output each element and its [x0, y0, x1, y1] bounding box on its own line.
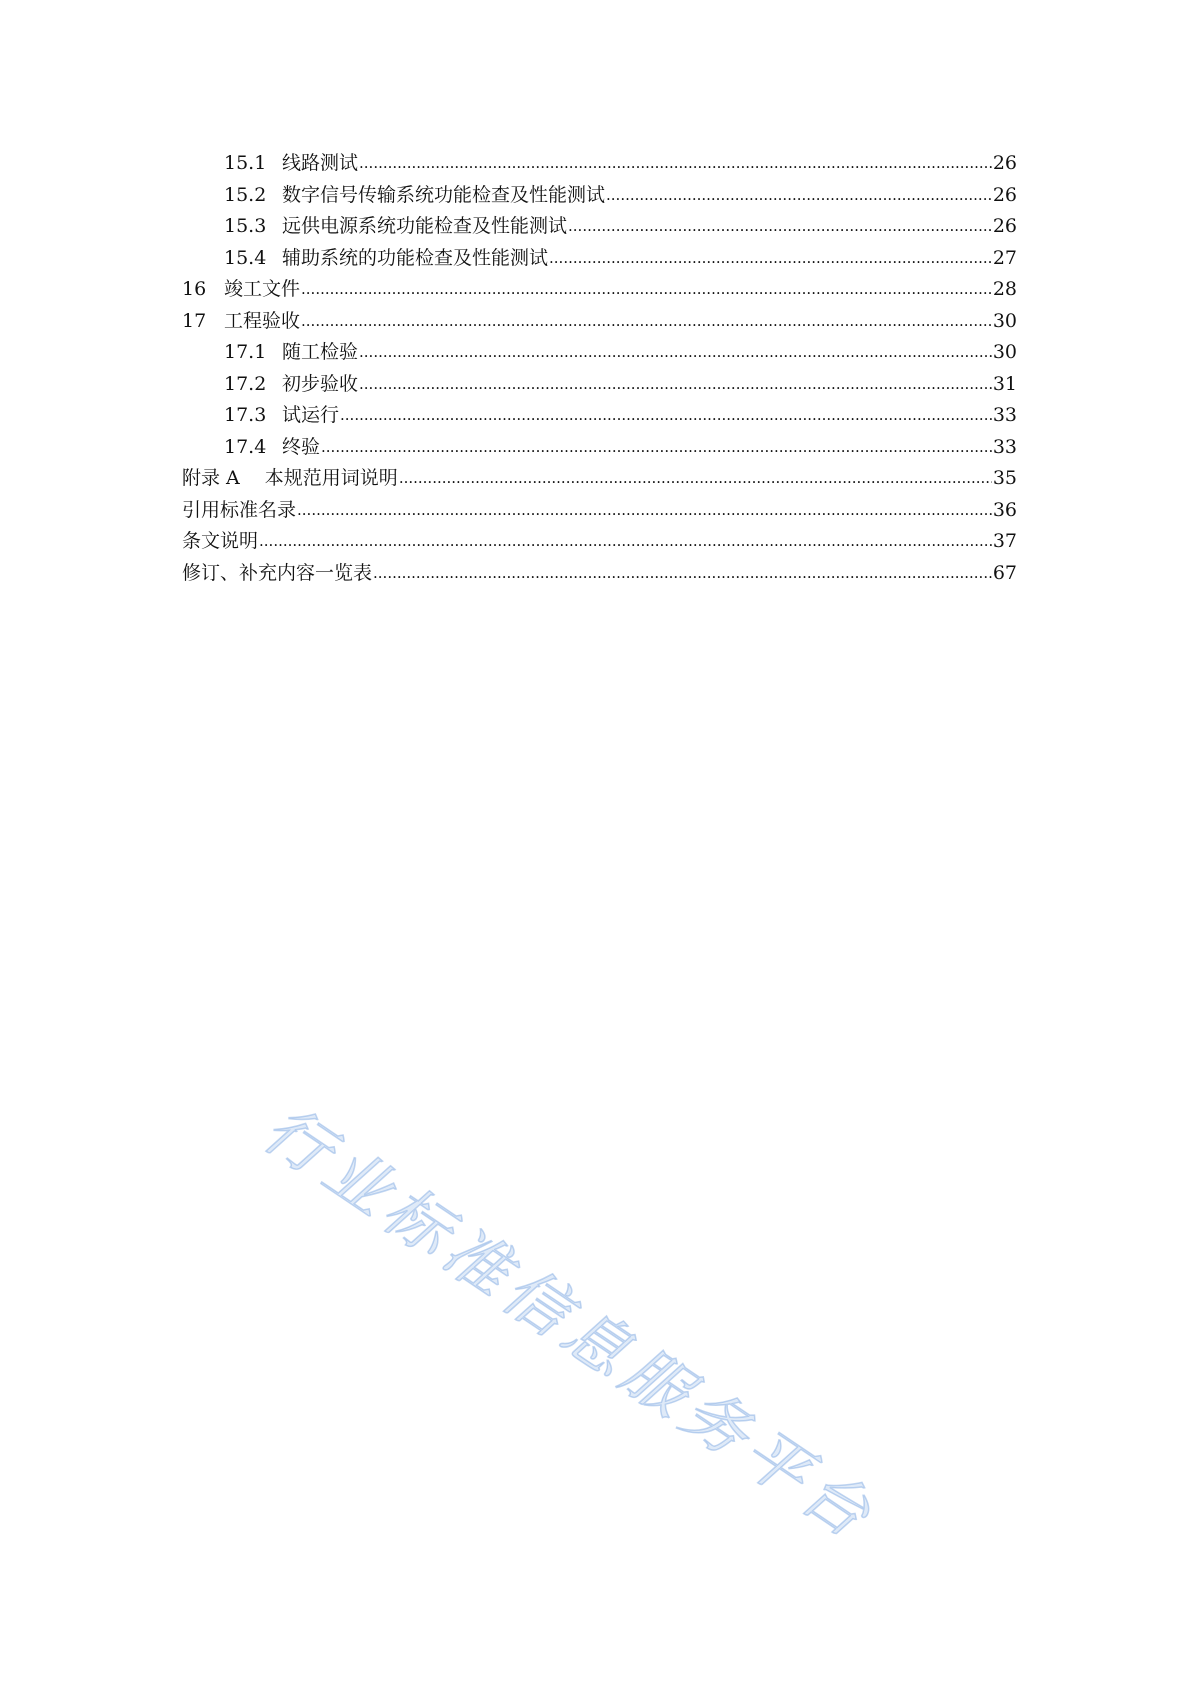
- toc-entry-number: 17.3: [224, 404, 267, 426]
- toc-dot-leader: [568, 210, 992, 243]
- toc-dot-leader: [606, 179, 992, 212]
- toc-dot-leader: [321, 431, 992, 464]
- toc-entry-page: 33: [992, 435, 1017, 458]
- toc-dot-leader: [359, 368, 992, 401]
- toc-dot-leader: [301, 273, 992, 306]
- toc-entry-page: 30: [992, 309, 1017, 332]
- toc-entry-page: 26: [992, 215, 1017, 237]
- toc-entry-title: 数字信号传输系统功能检查及性能测试: [282, 183, 606, 206]
- toc-dot-leader: [359, 336, 992, 369]
- toc-entry-title: 修订、补充内容一览表: [182, 561, 373, 584]
- toc-entry-number: 15.2: [224, 183, 267, 206]
- toc-entry-title: 竣工文件: [224, 278, 301, 300]
- toc-entry-title: 随工检验: [282, 341, 359, 363]
- toc-entry-referenced-standards[interactable]: [182, 495, 1017, 527]
- table-of-contents: [182, 148, 1017, 589]
- toc-entry-page: 31: [992, 372, 1017, 395]
- toc-entry-page: 28: [992, 278, 1017, 300]
- toc-dot-leader: [373, 557, 992, 590]
- watermark: 行业标准信息服务平台: [250, 1092, 889, 1557]
- toc-entry-number: 17.1: [224, 341, 267, 363]
- toc-entry-number: 15.4: [224, 246, 267, 269]
- toc-entry-page: 33: [992, 404, 1017, 426]
- toc-entry-appendix-a[interactable]: [182, 463, 1017, 495]
- toc-entry-number: 17.2: [224, 372, 267, 395]
- toc-dot-leader: [301, 305, 992, 338]
- toc-entry-15-1[interactable]: [182, 148, 1017, 180]
- toc-entry-17-3[interactable]: [182, 400, 1017, 432]
- toc-entry-page: 37: [992, 530, 1017, 552]
- toc-entry-15-2[interactable]: [182, 180, 1017, 212]
- toc-dot-leader: [340, 399, 992, 432]
- toc-entry-page: 27: [992, 246, 1017, 269]
- toc-entry-title: 引用标准名录: [182, 498, 297, 521]
- toc-entry-title: 初步验收: [282, 372, 359, 395]
- toc-dot-leader: [399, 462, 992, 495]
- toc-entry-15-4[interactable]: [182, 243, 1017, 275]
- toc-entry-title: 条文说明: [182, 530, 259, 552]
- toc-entry-page: 26: [992, 152, 1017, 174]
- toc-entry-title: 试运行: [282, 404, 340, 426]
- toc-dot-leader: [359, 147, 992, 180]
- toc-entry-page: 67: [992, 561, 1017, 584]
- toc-dot-leader: [549, 242, 992, 275]
- toc-entry-number: 17: [182, 309, 207, 332]
- toc-entry-page: 35: [992, 467, 1017, 489]
- toc-entry-number: 17.4: [224, 435, 267, 458]
- toc-entry-17-1[interactable]: [182, 337, 1017, 369]
- toc-dot-leader: [297, 494, 992, 527]
- toc-entry-number: 15.3: [224, 215, 267, 237]
- toc-entry-15-3[interactable]: [182, 211, 1017, 243]
- toc-entry-title: 附录 A 本规范用词说明: [182, 467, 398, 489]
- toc-entry-number: 16: [182, 278, 207, 300]
- toc-entry-number: 15.1: [224, 152, 267, 174]
- toc-entry-17-4[interactable]: [182, 432, 1017, 464]
- toc-entry-title: 终验: [282, 435, 321, 458]
- toc-entry-title: 辅助系统的功能检查及性能测试: [282, 246, 549, 269]
- toc-dot-leader: [259, 525, 992, 558]
- toc-entry-explanation[interactable]: [182, 526, 1017, 558]
- toc-entry-17-2[interactable]: [182, 369, 1017, 401]
- toc-entry-title: 远供电源系统功能检查及性能测试: [282, 215, 568, 237]
- toc-entry-page: 26: [992, 183, 1017, 206]
- toc-entry-title: 线路测试: [282, 152, 359, 174]
- toc-entry-17[interactable]: [182, 306, 1017, 338]
- toc-entry-page: 36: [992, 498, 1017, 521]
- toc-entry-16[interactable]: [182, 274, 1017, 306]
- toc-entry-revision-list[interactable]: [182, 558, 1017, 590]
- toc-entry-title: 工程验收: [224, 309, 301, 332]
- toc-entry-page: 30: [992, 341, 1017, 363]
